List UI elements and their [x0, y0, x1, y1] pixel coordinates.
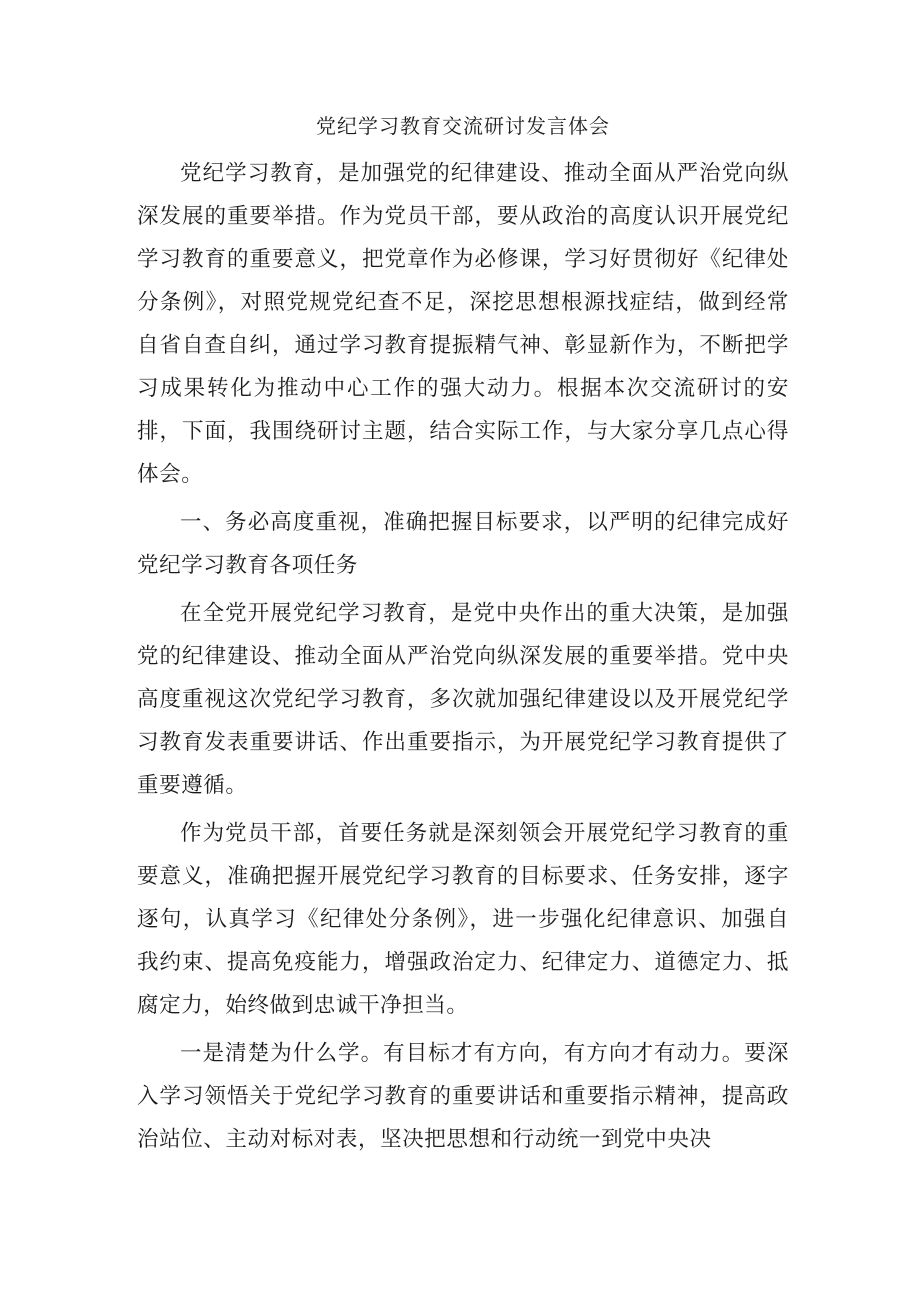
paragraph-point-1: 一是清楚为什么学。有目标才有方向，有方向才有动力。要深入学习领悟关于党纪学习教育的重要讲话和重要指示精神，提高政治站位、主动对标对表，坚决把思想和行动统一到党中央决: [137, 1041, 789, 1152]
paragraph-section-1-a: 在全党开展党纪学习教育，是党中央作出的重大决策，是加强党的纪律建设、推动全面从严治党向纵深发展的重要举措。党中央高度重视这次党纪学习教育，多次就加强纪律建设以及开展党纪学习教育发表重要讲话、作出重要指示，为开展党纪学习教育提供了重要遵循。: [137, 601, 789, 798]
document-title: 党纪学习教育交流研讨发言体会: [316, 114, 610, 138]
document-page: [137, 112, 789, 1166]
paragraph-section-1-b: 作为党员干部，首要任务就是深刻领会开展党纪学习教育的重要意义，准确把握开展党纪学习教育的目标要求、任务安排，逐字逐句，认真学习《纪律处分条例》，进一步强化纪律意识、加强自我约束、提高免疫能力，增强政治定力、纪律定力、道德定力、抵腐定力，始终做到忠诚干净担当。: [137, 821, 789, 1018]
paragraph-intro: 党纪学习教育，是加强党的纪律建设、推动全面从严治党向纵深发展的重要举措。作为党员干部，要从政治的高度认识开展党纪学习教育的重要意义，把党章作为必修课，学习好贯彻好《纪律处分条例》，对照党规党纪查不足，深挖思想根源找症结，做到经常自省自查自纠，通过学习教育提振精气神、彰显新作为，不断把学习成果转化为推动中心工作的强大动力。根据本次交流研讨的安排，下面，我围绕研讨主题，结合实际工作，与大家分享几点心得体会。: [137, 161, 789, 487]
section-heading-1: 一、务必高度重视，准确把握目标要求，以严明的纪律完成好党纪学习教育各项任务: [137, 510, 789, 578]
